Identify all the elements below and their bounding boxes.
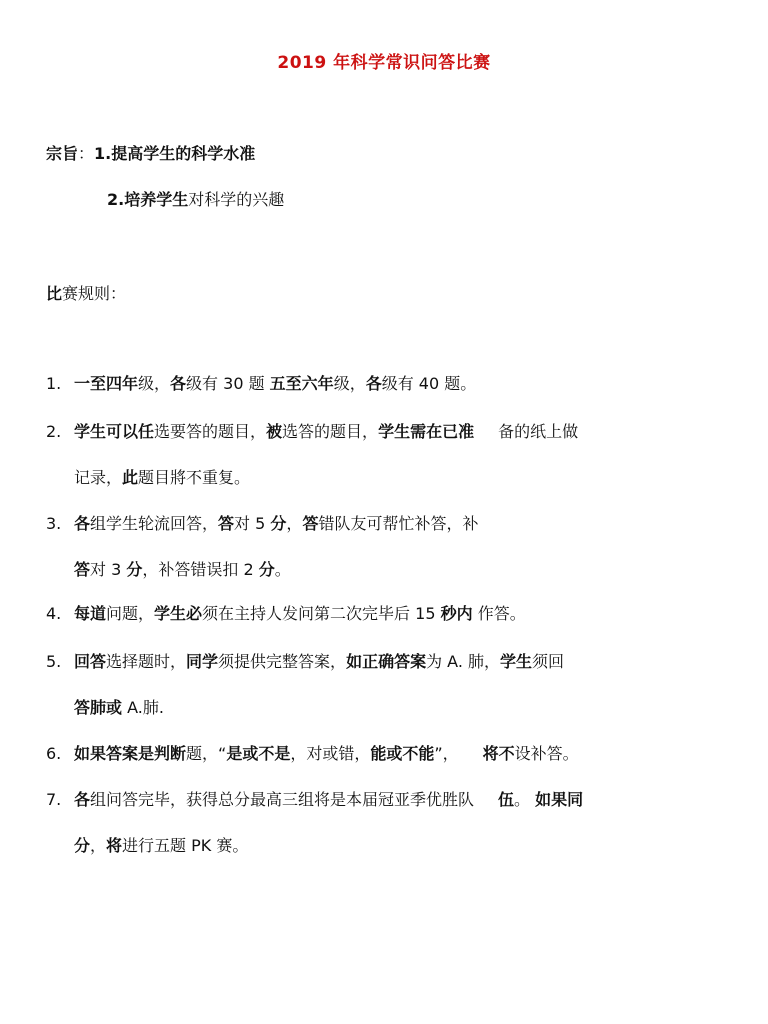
rule-text-bold: 答 xyxy=(74,560,91,579)
rule-text-bold: 是或不是 xyxy=(226,744,291,763)
document-title: 2019 年科学常识问答比赛 xyxy=(277,53,491,73)
rule-text-bold: 被 xyxy=(266,422,283,441)
rule-text: ， xyxy=(90,836,107,855)
rule-text-bold: 答肺或 xyxy=(74,698,123,717)
rule-text-bold: 各 xyxy=(365,374,382,393)
rule-text: 组学生轮流回答， xyxy=(90,514,219,533)
rule-text: 选要答的题目， xyxy=(154,422,267,441)
rule-3-line-2 xyxy=(74,558,291,582)
rule-text-bold: 各 xyxy=(74,514,91,533)
rule-7-line-2 xyxy=(74,834,248,858)
rule-text-bold: 每道 xyxy=(74,604,107,623)
rule-text-bold: 此 xyxy=(122,468,139,487)
rule-number: 4. xyxy=(46,604,62,623)
rule-text: 为 A. 肺， xyxy=(426,652,501,671)
rule-text-bold: 将不 xyxy=(482,744,515,763)
rule-text-bold: 学生 xyxy=(500,652,533,671)
purpose-item-2-rest: 对科学的兴趣 xyxy=(188,190,285,209)
rule-1-line-1 xyxy=(46,372,476,396)
rule-text: 。 xyxy=(514,790,536,809)
rule-text: 级有 30 题 xyxy=(186,374,270,393)
purpose-label: 宗旨 xyxy=(46,144,79,163)
rules-heading-rest: 赛规则： xyxy=(62,284,127,303)
rule-text-bold: 各 xyxy=(170,374,187,393)
rule-text-bold: 如果答案是判断 xyxy=(74,744,187,763)
rule-text: 须提供完整答案， xyxy=(218,652,347,671)
rule-text: 。 xyxy=(274,560,291,579)
rule-text: 备的纸上做 xyxy=(498,422,579,441)
purpose-line-1 xyxy=(46,142,255,166)
rule-5-line-2 xyxy=(74,696,164,720)
rule-text: 对 5 xyxy=(234,514,271,533)
rule-text-bold: 分 xyxy=(126,560,143,579)
rule-text: 级， xyxy=(138,374,171,393)
purpose-line-2 xyxy=(107,188,284,212)
rule-text-bold: 伍 xyxy=(498,790,515,809)
rule-text-bold: 分 xyxy=(270,514,287,533)
rule-number: 7. xyxy=(46,790,62,809)
rule-text: 题，“ xyxy=(186,744,227,763)
rule-text-bold: 回答 xyxy=(74,652,107,671)
rule-text-bold: 答 xyxy=(302,514,319,533)
rule-text: ”， xyxy=(434,744,459,763)
rule-3-line-1 xyxy=(46,512,478,536)
rule-4-line-1 xyxy=(46,602,526,626)
rule-text: 作答。 xyxy=(472,604,526,623)
rules-heading-bold: 比 xyxy=(46,284,63,303)
rule-number: 5. xyxy=(46,652,62,671)
rule-text-bold: 同学 xyxy=(186,652,219,671)
rule-text-bold: 如果同 xyxy=(535,790,584,809)
purpose-colon: ： xyxy=(78,144,95,163)
rule-text-bold: 将 xyxy=(106,836,123,855)
purpose-item-2-bold: 2.培养学生 xyxy=(107,190,189,209)
rule-text: 错队友可帮忙补答，补 xyxy=(318,514,479,533)
rule-text: 级， xyxy=(333,374,366,393)
purpose-item-1: 1.提高学生的科学水准 xyxy=(94,144,256,163)
rule-text-bold: 五至六年 xyxy=(269,374,334,393)
rule-number: 2. xyxy=(46,422,62,441)
rule-text-bold: 分 xyxy=(74,836,91,855)
rule-text: 问题， xyxy=(106,604,155,623)
rule-text: 选答的题目， xyxy=(282,422,379,441)
rule-text: 记录， xyxy=(74,468,123,487)
rule-number: 1. xyxy=(46,374,62,393)
rule-text: 设补答。 xyxy=(514,744,579,763)
rule-text: 进行五题 PK 赛。 xyxy=(122,836,249,855)
rule-text: 组问答完毕，获得总分最高三组将是本届冠亚季优胜队 xyxy=(90,790,475,809)
rule-text-bold: 秒内 xyxy=(440,604,473,623)
rule-text-bold: 各 xyxy=(74,790,91,809)
rule-text-bold: 一至四年 xyxy=(74,374,139,393)
rule-text: 题目將不重复。 xyxy=(138,468,251,487)
rule-text: A.肺. xyxy=(122,698,164,717)
rule-text: ，对或错， xyxy=(290,744,371,763)
rule-6-line-1 xyxy=(46,742,579,766)
rule-2-line-2 xyxy=(74,466,250,490)
rule-7-line-1 xyxy=(46,788,583,812)
rule-text: 须在主持人发问第二次完毕后 15 xyxy=(202,604,441,623)
rule-2-line-1 xyxy=(46,420,578,444)
rule-text-bold: 能或不能 xyxy=(370,744,435,763)
rule-number: 6. xyxy=(46,744,62,763)
rule-text-bold: 学生可以任 xyxy=(74,422,155,441)
rule-text: 对 3 xyxy=(90,560,127,579)
rule-text-bold: 答 xyxy=(218,514,235,533)
rule-text-bold: 分 xyxy=(258,560,275,579)
rule-text-bold: 学生需在已准 xyxy=(378,422,475,441)
rules-heading xyxy=(46,282,126,306)
rule-text: 选择题时， xyxy=(106,652,187,671)
rule-text-bold: 学生必 xyxy=(154,604,203,623)
rule-text-bold: 如正确答案 xyxy=(346,652,427,671)
rule-5-line-1 xyxy=(46,650,564,674)
rule-text: ， xyxy=(286,514,303,533)
rule-text: ，补答错误扣 2 xyxy=(142,560,259,579)
rule-number: 3. xyxy=(46,514,62,533)
rule-text: 级有 40 题。 xyxy=(381,374,477,393)
rule-text: 须回 xyxy=(532,652,565,671)
